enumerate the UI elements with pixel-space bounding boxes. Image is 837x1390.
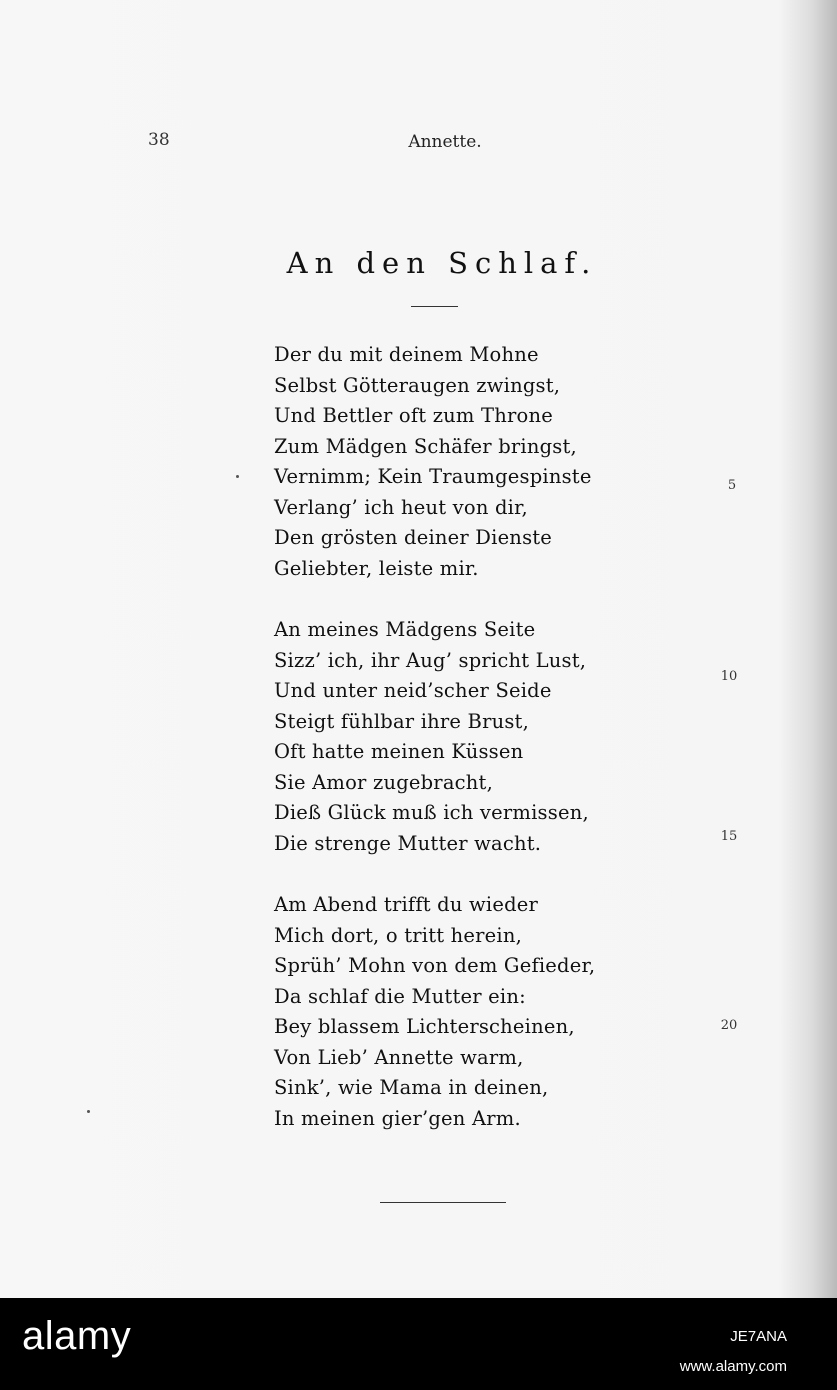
poem-line: Zum Mädgen Schäfer bringst, xyxy=(274,434,577,458)
poem-line: In meinen gier’gen Arm. xyxy=(274,1106,521,1130)
line-number-15: 15 xyxy=(720,829,738,844)
poem-line: Am Abend trifft du wieder xyxy=(274,893,539,916)
poem-line: Sprüh’ Mohn von dem Gefieder, xyxy=(274,954,596,977)
poem-line: Und Bettler oft zum Throne xyxy=(274,404,553,427)
poem-line: Und unter neid’scher Seide xyxy=(274,679,552,702)
poem-line: Den grösten deiner Dienste xyxy=(274,526,553,549)
page-number: 38 xyxy=(148,130,170,150)
stanza-3 xyxy=(274,890,595,1134)
poem-line: Dieß Glück muß ich vermissen, xyxy=(274,801,589,824)
poem-line: Sizz’ ich, ihr Aug’ spricht Lust, xyxy=(274,648,587,672)
poem-line: Der du mit deinem Mohne xyxy=(274,343,539,366)
poem-line: Mich dort, o tritt herein, xyxy=(274,923,523,947)
end-divider xyxy=(380,1202,506,1203)
poem-line: Bey blassem Lichterscheinen, xyxy=(274,1015,575,1038)
title-divider xyxy=(411,306,458,307)
poem-line: Die strenge Mutter wacht. xyxy=(274,831,542,855)
line-number-20: 20 xyxy=(720,1018,738,1033)
running-head: Annette. xyxy=(408,132,482,152)
poem-line: Geliebter, leiste mir. xyxy=(274,556,479,580)
paper-speck xyxy=(236,475,239,478)
stanza-2 xyxy=(274,615,595,859)
image-id-block xyxy=(680,1322,787,1382)
paper-speck xyxy=(87,1110,90,1113)
stanza-1 xyxy=(274,340,595,584)
poem-line: Oft hatte meinen Küssen xyxy=(274,740,524,763)
image-id: JE7ANA xyxy=(730,1328,787,1345)
alamy-logo: alamy xyxy=(22,1314,132,1358)
poem-line: Selbst Götteraugen zwingst, xyxy=(274,373,561,397)
line-number-5: 5 xyxy=(727,478,737,493)
poem-line: An meines Mädgens Seite xyxy=(274,618,536,641)
poem-title: An den Schlaf. xyxy=(286,246,598,280)
poem-line: Von Lieb’ Annette warm, xyxy=(274,1045,524,1069)
line-number-10: 10 xyxy=(720,669,738,684)
poem-line: Sie Amor zugebracht, xyxy=(274,770,493,794)
poem-line: Da schlaf die Mutter ein: xyxy=(274,984,526,1008)
poem-line: Sink’, wie Mama in deinen, xyxy=(274,1076,549,1099)
poem-line: Steigt fühlbar ihre Brust, xyxy=(274,709,529,733)
poem-line: Vernimm; Kein Traumgespinste xyxy=(274,465,592,488)
website-url: www.alamy.com xyxy=(679,1358,787,1375)
watermark-footer xyxy=(0,1298,837,1390)
poem-body xyxy=(274,340,595,1165)
poem-line: Verlang’ ich heut von dir, xyxy=(274,495,528,519)
